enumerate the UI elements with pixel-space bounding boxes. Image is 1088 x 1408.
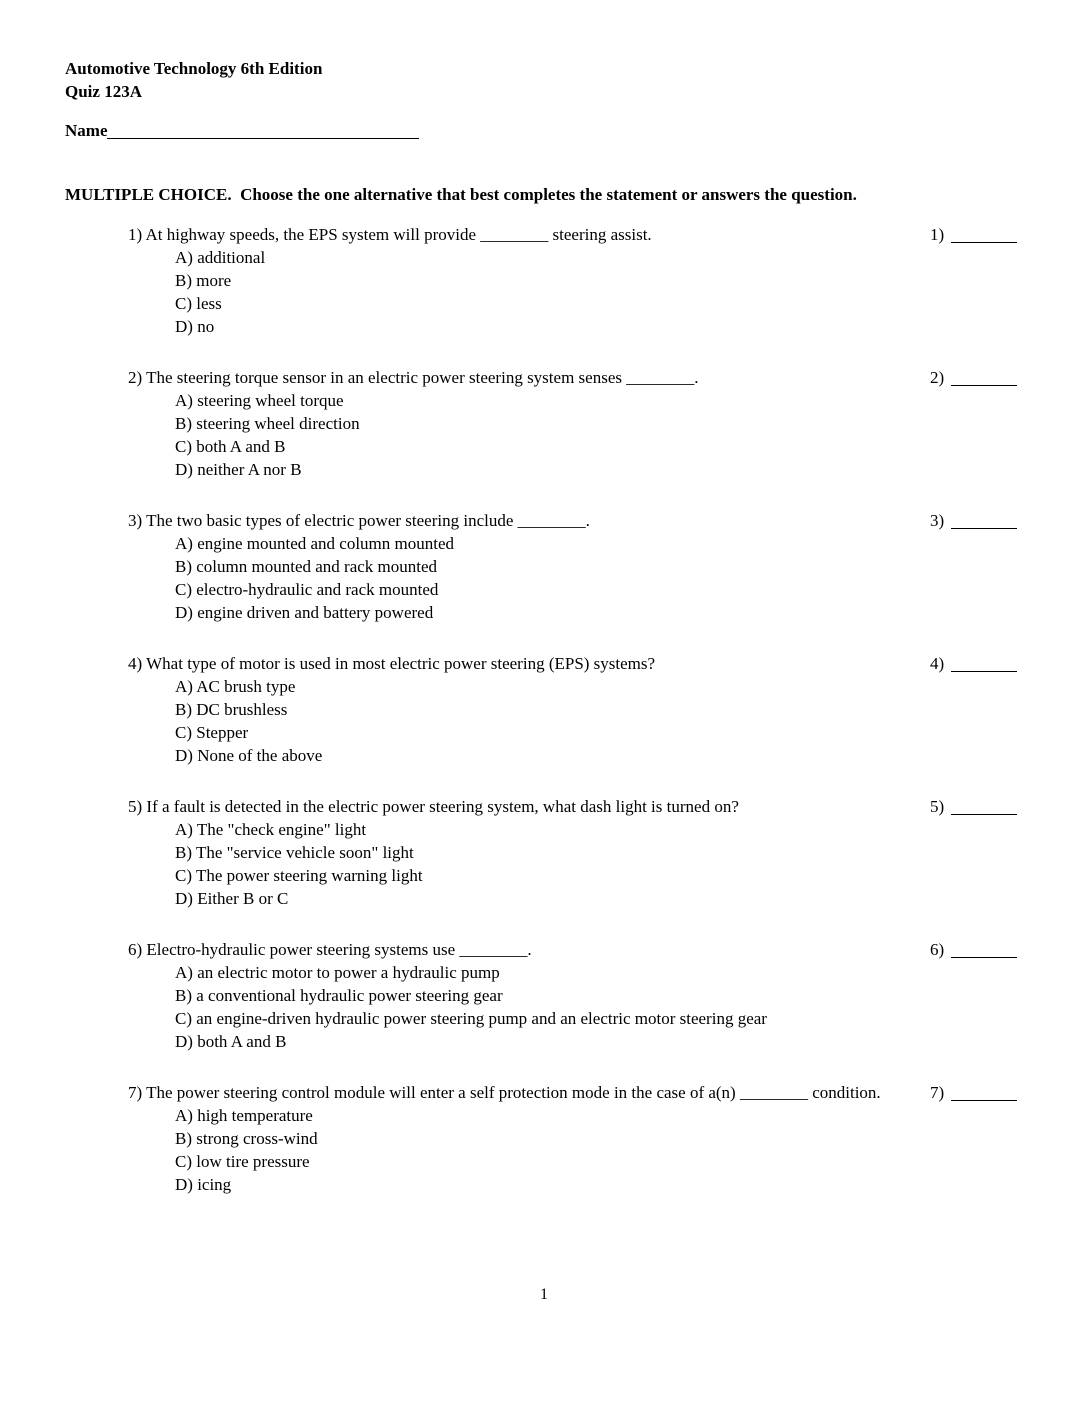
answer-cell — [930, 223, 1025, 246]
name-blank-line — [107, 122, 419, 139]
answer-number: 3) — [930, 511, 945, 531]
instructions-text: MULTIPLE CHOICE. Choose the one alternative that best completes the statement or answers the question. — [65, 185, 857, 204]
choice: A) high temperature — [175, 1106, 313, 1125]
page-number: 1 — [540, 1286, 548, 1303]
question-line — [128, 1081, 920, 1104]
choice: A) additional — [175, 248, 266, 267]
choice: C) both A and B — [175, 437, 286, 456]
answer-cell — [930, 938, 1025, 961]
choice: A) engine mounted and column mounted — [175, 534, 455, 553]
answer-cell — [930, 795, 1025, 818]
question-number: 7) — [128, 1083, 143, 1102]
question-text: The power steering control module will enter a self protection mode in the case of a(n) ________ condition. — [146, 1083, 881, 1102]
choice-list — [175, 961, 920, 1053]
question-block — [128, 223, 1025, 338]
choice-list — [175, 532, 920, 624]
answer-number: 2) — [930, 368, 945, 388]
choice: B) more — [175, 271, 232, 290]
document-header — [65, 57, 322, 103]
choice: B) a conventional hydraulic power steering gear — [175, 986, 503, 1005]
question-main — [128, 1081, 930, 1196]
choice: D) Either B or C — [175, 889, 289, 908]
choice: B) column mounted and rack mounted — [175, 557, 438, 576]
answer-cell — [930, 652, 1025, 675]
answer-blank-line — [951, 1084, 1017, 1101]
choice: A) AC brush type — [175, 677, 296, 696]
question-number: 3) — [128, 511, 143, 530]
answer-number: 7) — [930, 1083, 945, 1103]
question-number: 2) — [128, 368, 143, 387]
answer-blank-line — [951, 369, 1017, 386]
choice: D) None of the above — [175, 746, 323, 765]
name-label: Name — [65, 121, 108, 141]
choice: B) DC brushless — [175, 700, 288, 719]
question-text: The steering torque sensor in an electric power steering system senses ________. — [146, 368, 699, 387]
choice: D) neither A nor B — [175, 460, 302, 479]
question-line — [128, 795, 920, 818]
question-number: 5) — [128, 797, 143, 816]
question-block — [128, 652, 1025, 767]
choice: C) Stepper — [175, 723, 249, 742]
edition-title: Automotive Technology 6th Edition — [65, 59, 323, 78]
answer-number: 6) — [930, 940, 945, 960]
answer-blank-line — [951, 655, 1017, 672]
question-number: 1) — [128, 225, 143, 244]
question-main — [128, 652, 930, 767]
answer-blank-line — [951, 226, 1017, 243]
choice: A) The "check engine" light — [175, 820, 367, 839]
choice: D) engine driven and battery powered — [175, 603, 434, 622]
choice: D) icing — [175, 1175, 232, 1194]
answer-number: 4) — [930, 654, 945, 674]
question-main — [128, 938, 930, 1053]
answer-number: 5) — [930, 797, 945, 817]
choice: C) less — [175, 294, 222, 313]
choice-list — [175, 1104, 920, 1196]
choice: D) no — [175, 317, 215, 336]
question-text: What type of motor is used in most electric power steering (EPS) systems? — [146, 654, 656, 673]
question-list — [128, 223, 1025, 1224]
question-main — [128, 223, 930, 338]
question-text: At highway speeds, the EPS system will provide ________ steering assist. — [145, 225, 652, 244]
quiz-title: Quiz 123A — [65, 82, 142, 101]
answer-cell — [930, 366, 1025, 389]
answer-blank-line — [951, 512, 1017, 529]
answer-cell — [930, 509, 1025, 532]
question-main — [128, 509, 930, 624]
choice: B) The "service vehicle soon" light — [175, 843, 414, 862]
choice: D) both A and B — [175, 1032, 287, 1051]
question-number: 4) — [128, 654, 143, 673]
choice: A) an electric motor to power a hydraulic pump — [175, 963, 500, 982]
question-block — [128, 938, 1025, 1053]
question-line — [128, 223, 920, 246]
question-line — [128, 509, 920, 532]
question-line — [128, 938, 920, 961]
question-block — [128, 509, 1025, 624]
choice: A) steering wheel torque — [175, 391, 344, 410]
choice-list — [175, 675, 920, 767]
name-row — [65, 119, 419, 142]
answer-blank-line — [951, 798, 1017, 815]
choice: B) steering wheel direction — [175, 414, 360, 433]
choice: C) low tire pressure — [175, 1152, 310, 1171]
question-text: The two basic types of electric power steering include ________. — [146, 511, 590, 530]
choice: C) The power steering warning light — [175, 866, 423, 885]
choice-list — [175, 818, 920, 910]
question-block — [128, 1081, 1025, 1196]
choice: C) an engine-driven hydraulic power steering pump and an electric motor steering gear — [175, 1009, 767, 1028]
question-line — [128, 652, 920, 675]
choice-list — [175, 389, 920, 481]
question-block — [128, 366, 1025, 481]
question-main — [128, 366, 930, 481]
question-text: If a fault is detected in the electric power steering system, what dash light is turned on? — [146, 797, 739, 816]
question-line — [128, 366, 920, 389]
answer-cell — [930, 1081, 1025, 1104]
answer-blank-line — [951, 941, 1017, 958]
answer-number: 1) — [930, 225, 945, 245]
choice-list — [175, 246, 920, 338]
question-number: 6) — [128, 940, 143, 959]
choice: B) strong cross-wind — [175, 1129, 318, 1148]
choice: C) electro-hydraulic and rack mounted — [175, 580, 439, 599]
question-block — [128, 795, 1025, 910]
question-text: Electro-hydraulic power steering systems use ________. — [146, 940, 532, 959]
question-main — [128, 795, 930, 910]
